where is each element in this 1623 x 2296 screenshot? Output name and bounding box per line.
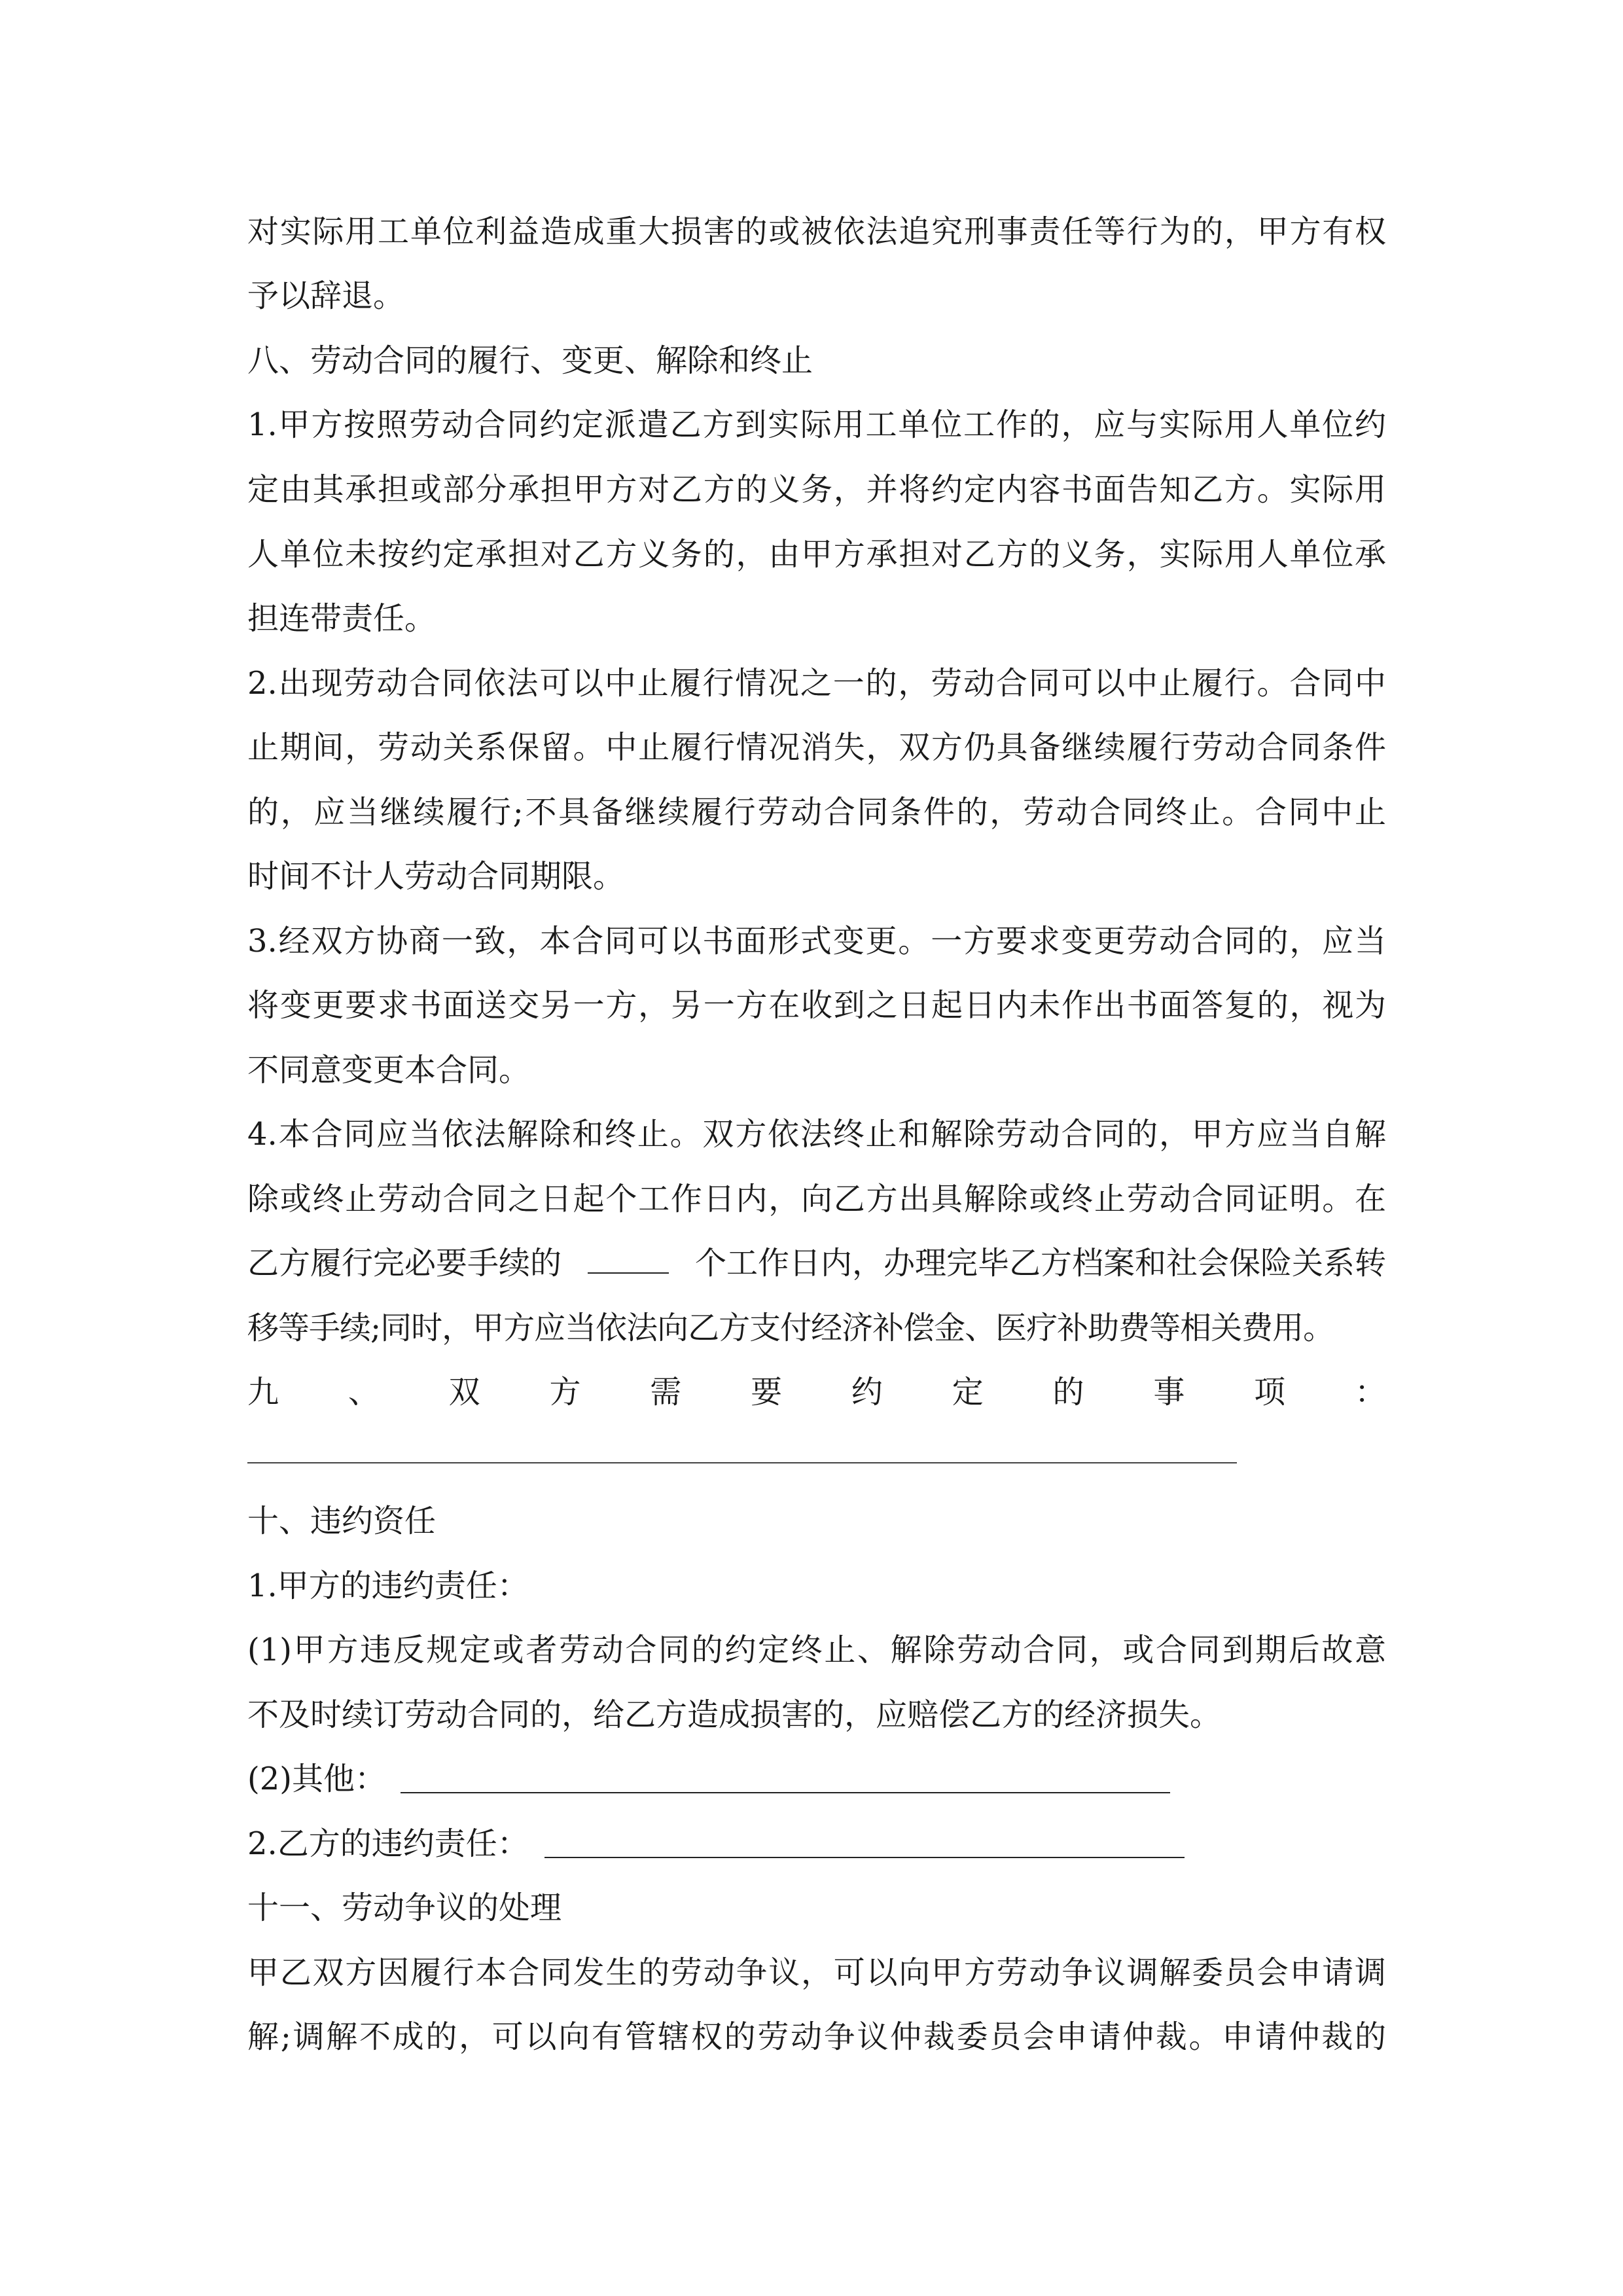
section-heading-spaced [247,1372,1386,1412]
heading-char: 定 [952,1374,984,1410]
fill-in-line[interactable] [247,1462,1237,1463]
section-heading: 十一、劳动争议的处理 [247,1890,562,1926]
text-line: (1)甲方违反规定或者劳动合同的约定终止、解除劳动合同，或合同到期后故意 [247,1632,1386,1668]
fill-in-line[interactable] [401,1792,1170,1793]
text-line: 不同意变更本合同。 [247,1052,531,1088]
text-line: 不及时续订劳动合同的，给乙方造成损害的，应赔偿乙方的经济损失。 [247,1696,1222,1733]
text-line: 移等手续;同时，甲方应当依法向乙方支付经济补偿金、医疗补助费等相关费用。 [247,1310,1334,1346]
text-line: 担连带责任。 [247,600,437,637]
text-line: 甲乙双方因履行本合同发生的劳动争议，可以向甲方劳动争议调解委员会申请调 [247,1954,1386,1991]
heading-char: 双 [448,1374,480,1410]
text-line: 1.甲方的违约责任： [247,1568,529,1604]
heading-char: 事 [1153,1374,1185,1410]
other-label: (2)其他： [247,1761,386,1797]
text-line: 定由其承担或部分承担甲方对乙方的义务，并将约定内容书面告知乙方。实际用 [247,471,1386,508]
text-line: 止期间，劳动关系保留。中止履行情况消失，双方仍具备继续履行劳动合同条件 [247,729,1386,766]
text-line: 予以辞退。 [247,278,405,314]
fill-in-blank[interactable] [588,1244,669,1274]
party-b-label: 2.乙方的违约责任： [247,1825,529,1862]
text-line-with-blank [247,1244,1386,1283]
text-line: 将变更要求书面送交另一方，另一方在收到之日起日内未作出书面答复的，视为 [247,987,1386,1024]
heading-char: ： [1354,1374,1386,1410]
text-line: 除或终止劳动合同之日起个工作日内，向乙方出具解除或终止劳动合同证明。在 [247,1181,1386,1217]
heading-char: 约 [851,1374,883,1410]
heading-char: 需 [650,1374,682,1410]
text-line: 对实际用工单位利益造成重大损害的或被依法追究刑事责任等行为的，甲方有权 [247,213,1386,250]
text-line: 时间不计人劳动合同期限。 [247,858,625,895]
heading-char: 、 [348,1374,380,1410]
text-line: 1.甲方按照劳动合同约定派遣乙方到实际用工单位工作的，应与实际用人单位约 [247,406,1386,443]
text-line: 4.本合同应当依法解除和终止。双方依法终止和解除劳动合同的，甲方应当自解 [247,1116,1386,1153]
text-line: 解;调解不成的，可以向有管辖权的劳动争议仲裁委员会申请仲裁。申请仲裁的 [247,2018,1386,2055]
text-fragment: 个工作日内，办理完毕乙方档案和社会保险关系转 [694,1245,1386,1282]
text-line: 的，应当继续履行;不具备继续履行劳动合同条件的，劳动合同终止。合同中止 [247,794,1386,831]
heading-char: 九 [247,1374,279,1410]
section-heading: 十、违约资任 [247,1503,437,1539]
heading-char: 的 [1052,1374,1084,1410]
heading-char: 项 [1254,1374,1286,1410]
text-line: 3.经双方协商一致，本合同可以书面形式变更。一方要求变更劳动合同的，应当 [247,923,1386,960]
heading-char: 方 [549,1374,581,1410]
section-heading: 八、劳动合同的履行、变更、解除和终止 [247,342,813,379]
fill-in-line[interactable] [544,1857,1185,1858]
text-line: 人单位未按约定承担对乙方义务的，由甲方承担对乙方的义务，实际用人单位承 [247,536,1386,573]
heading-char: 要 [751,1374,783,1410]
text-fragment: 乙方履行完必要手续的 [247,1245,562,1282]
text-line: 2.出现劳动合同依法可以中止履行情况之一的，劳动合同可以中止履行。合同中 [247,665,1386,702]
